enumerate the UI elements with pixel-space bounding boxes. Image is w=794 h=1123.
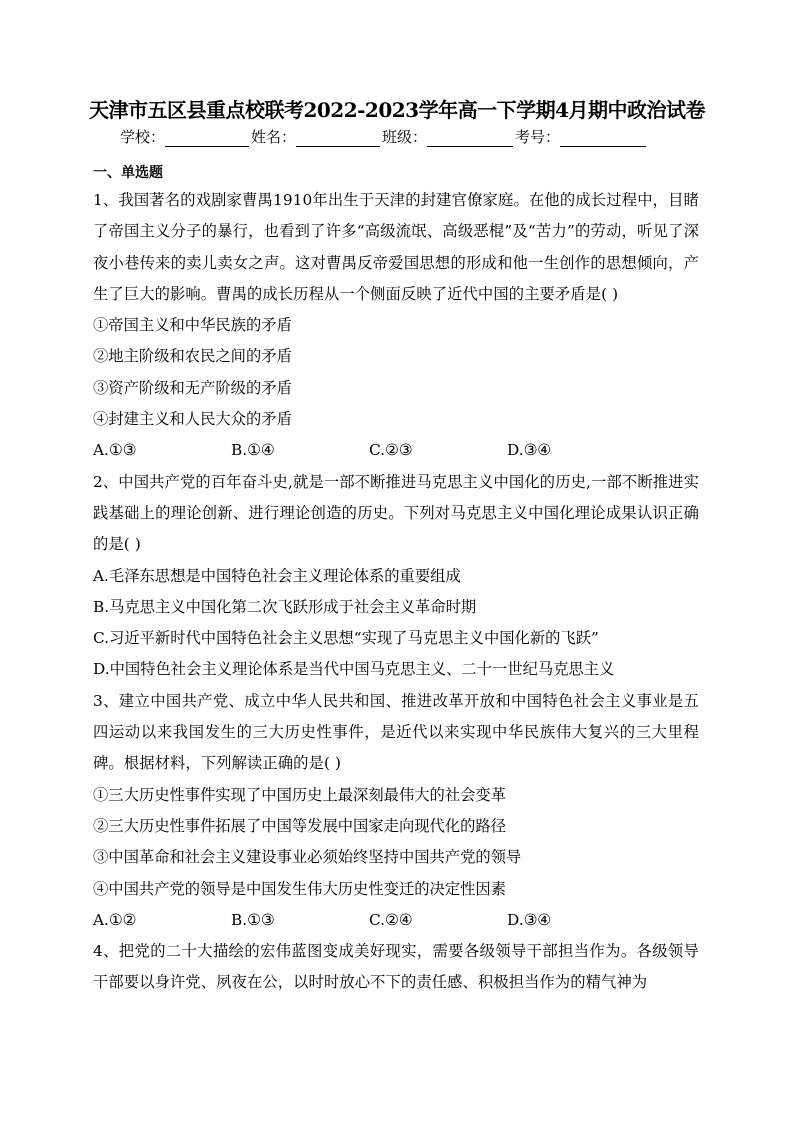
question-1-choice-c[interactable]: C.②③ [369,441,413,460]
question-3-item-4: ④中国共产党的领导是中国发生伟大历史性变迁的决定性因素 [93,879,507,898]
name-label: 姓名： [251,128,297,146]
question-3-choices [93,905,699,936]
question-1-item-2: ②地主阶级和农民之间的矛盾 [93,347,292,366]
question-2-choice-b[interactable]: B.马克思主义中国化第二次飞跃形成于社会主义革命时期 [93,597,477,616]
question-3-choice-a[interactable]: A.①② [93,910,137,929]
question-content [93,163,699,999]
question-2-choice-d[interactable]: D.中国特色社会主义理论体系是当代中国马克思主义、二十一世纪马克思主义 [93,660,615,679]
question-4-stem: 4、把党的二十大描绘的宏伟蓝图变成美好现实，需要各级领导干部担当作为。各级领导干部要以身许党、夙夜在公，以时时放心不下的责任感、积极担当作为的精气神为 [93,942,699,992]
section-title: 一、单选题 [93,165,163,181]
page-title: 天津市五区县重点校联考2022-2023学年高一下学期4月期中政治试卷 [88,98,706,122]
school-blank[interactable] [165,130,249,147]
question-3-item-1: ①三大历史性事件实现了中国历史上最深刻最伟大的社会变革 [93,785,507,804]
question-3-choice-d[interactable]: D.③④ [507,910,552,929]
question-1-item-3: ③资产阶级和无产阶级的矛盾 [93,378,292,397]
school-label: 学校： [120,128,166,146]
question-1-choices [93,435,699,466]
question-2-choice-c[interactable]: C.习近平新时代中国特色社会主义思想“实现了马克思主义中国化新的飞跃” [93,629,599,648]
question-1-item-1: ①帝国主义和中华民族的矛盾 [93,316,292,335]
class-label: 班级： [382,128,428,146]
question-1-item-4: ④封建主义和人民大众的矛盾 [93,410,292,429]
question-3-item-2: ②三大历史性事件拓展了中国等发展中国家走向现代化的路径 [93,816,507,835]
question-3-item-3: ③中国革命和社会主义建设事业必须始终坚持中国共产党的领导 [93,848,522,867]
class-blank[interactable] [427,130,513,147]
name-blank[interactable] [296,130,380,147]
question-3-choice-b[interactable]: B.①③ [231,910,275,929]
question-1-choice-b[interactable]: B.①④ [231,441,275,460]
question-3-stem: 3、建立中国共产党、成立中华人民共和国、推进改革开放和中国特色社会主义事业是五四运动以来我国发生的三大历史性事件，是近代以来实现中华民族伟大复兴的三大里程碑。根据材料，下列解读正确的是( ) [93,691,699,773]
id-blank[interactable] [560,130,646,147]
student-info-line [120,127,680,147]
question-1-choice-a[interactable]: A.①③ [93,441,137,460]
question-3-choice-c[interactable]: C.②④ [369,910,413,929]
question-2-choice-a[interactable]: A.毛泽东思想是中国特色社会主义理论体系的重要组成 [93,566,461,585]
question-1-choice-d[interactable]: D.③④ [507,441,552,460]
question-1-stem: 1、我国著名的戏剧家曹禺1910年出生于天津的封建官僚家庭。在他的成长过程中，目睹了帝国主义分子的暴行，也看到了许多“高级流氓、高级恶棍”及“苦力”的劳动，听见了深夜小巷传来的卖儿卖女之声。这对曹禺反帝爱国思想的形成和他一生创作的思想倾向，产生了巨大的影响。曹禺的成长历程从一个侧面反映了近代中国的主要矛盾是( ) [93,191,699,303]
question-2-stem: 2、中国共产党的百年奋斗史,就是一部不断推进马克思主义中国化的历史,一部不断推进实践基础上的理论创新、进行理论创造的历史。下列对马克思主义中国化理论成果认识正确的是( ) [93,472,699,554]
id-label: 考号： [515,128,561,146]
